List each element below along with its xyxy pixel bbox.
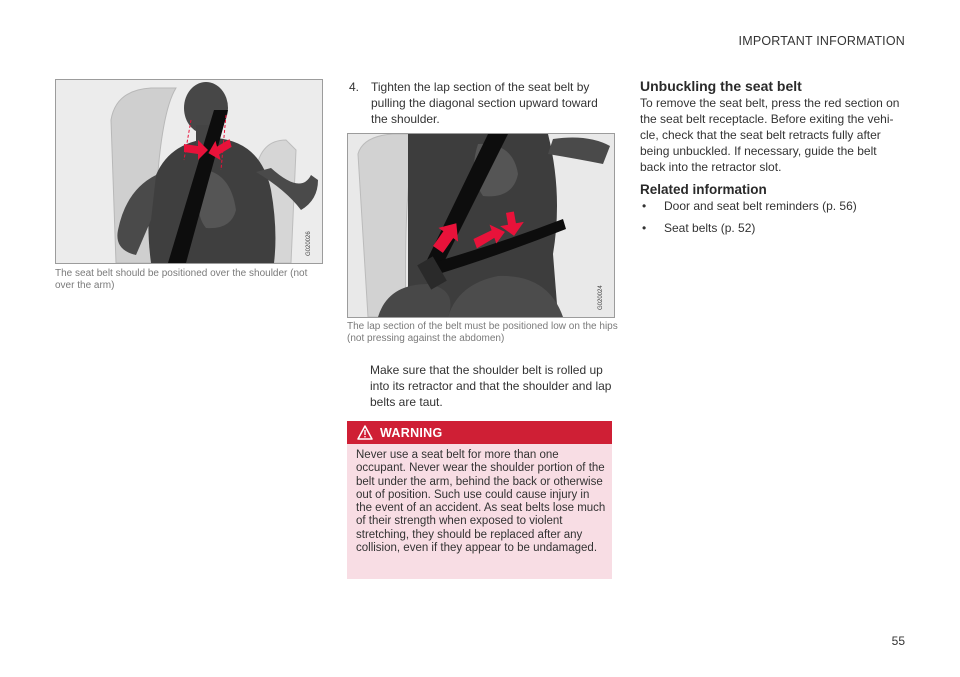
running-header: IMPORTANT INFORMATION: [738, 34, 905, 48]
bullet: •: [642, 221, 647, 235]
figure-shoulder-belt: [55, 79, 323, 264]
related-link-label: Door and seat belt reminders (p. 56): [664, 199, 857, 213]
unbuckling-text: To remove the seat belt, press the red section on the seat belt receptacle. Before exiting the vehi-cle, check that the seat belt retracts fully after being unbuckled. If necessary, guide the belt back into the retractor slot.: [640, 96, 900, 174]
related-link-label: Seat belts (p. 52): [664, 221, 756, 235]
warning-text: Never use a seat belt for more than one occupant. Never wear the shoulder portion of the belt under the arm, behind the back or otherwise out of position. Such use could cause injury in the event of an accident. As seat belts lose much of their strength when exposed to violent stretching, they should be replaced after any collision, even if they appear to be undamaged.: [356, 449, 606, 555]
warning-title: WARNING: [380, 426, 443, 440]
warning-box: [347, 421, 612, 579]
figure2-caption: The lap section of the belt must be positioned low on the hips (not pressing against the abdomen): [347, 321, 618, 344]
figure-code: G020026: [306, 231, 312, 256]
figure-code: G020024: [598, 285, 604, 310]
retractor-note: Make sure that the shoulder belt is rolled up into its retractor and that the shoulder and lap belts are taut.: [370, 363, 612, 409]
step-4: [349, 79, 614, 129]
related-heading: Related information: [640, 182, 767, 197]
unbuckling-heading: Unbuckling the seat belt: [640, 78, 802, 94]
step-text: Tighten the lap section of the seat belt by pulling the diagonal section upward toward the shoulder.: [371, 80, 598, 126]
warning-header: [347, 421, 612, 444]
bullet: •: [642, 199, 647, 213]
figure1-caption: The seat belt should be positioned over the shoulder (not over the arm): [55, 268, 308, 291]
warning-triangle-icon: [357, 425, 373, 440]
step-number: 4.: [349, 80, 360, 94]
page-number: 55: [891, 634, 905, 648]
shoulder-belt-illustration: [56, 80, 322, 263]
lap-belt-illustration: [348, 134, 614, 317]
figure-lap-belt: [347, 133, 615, 318]
